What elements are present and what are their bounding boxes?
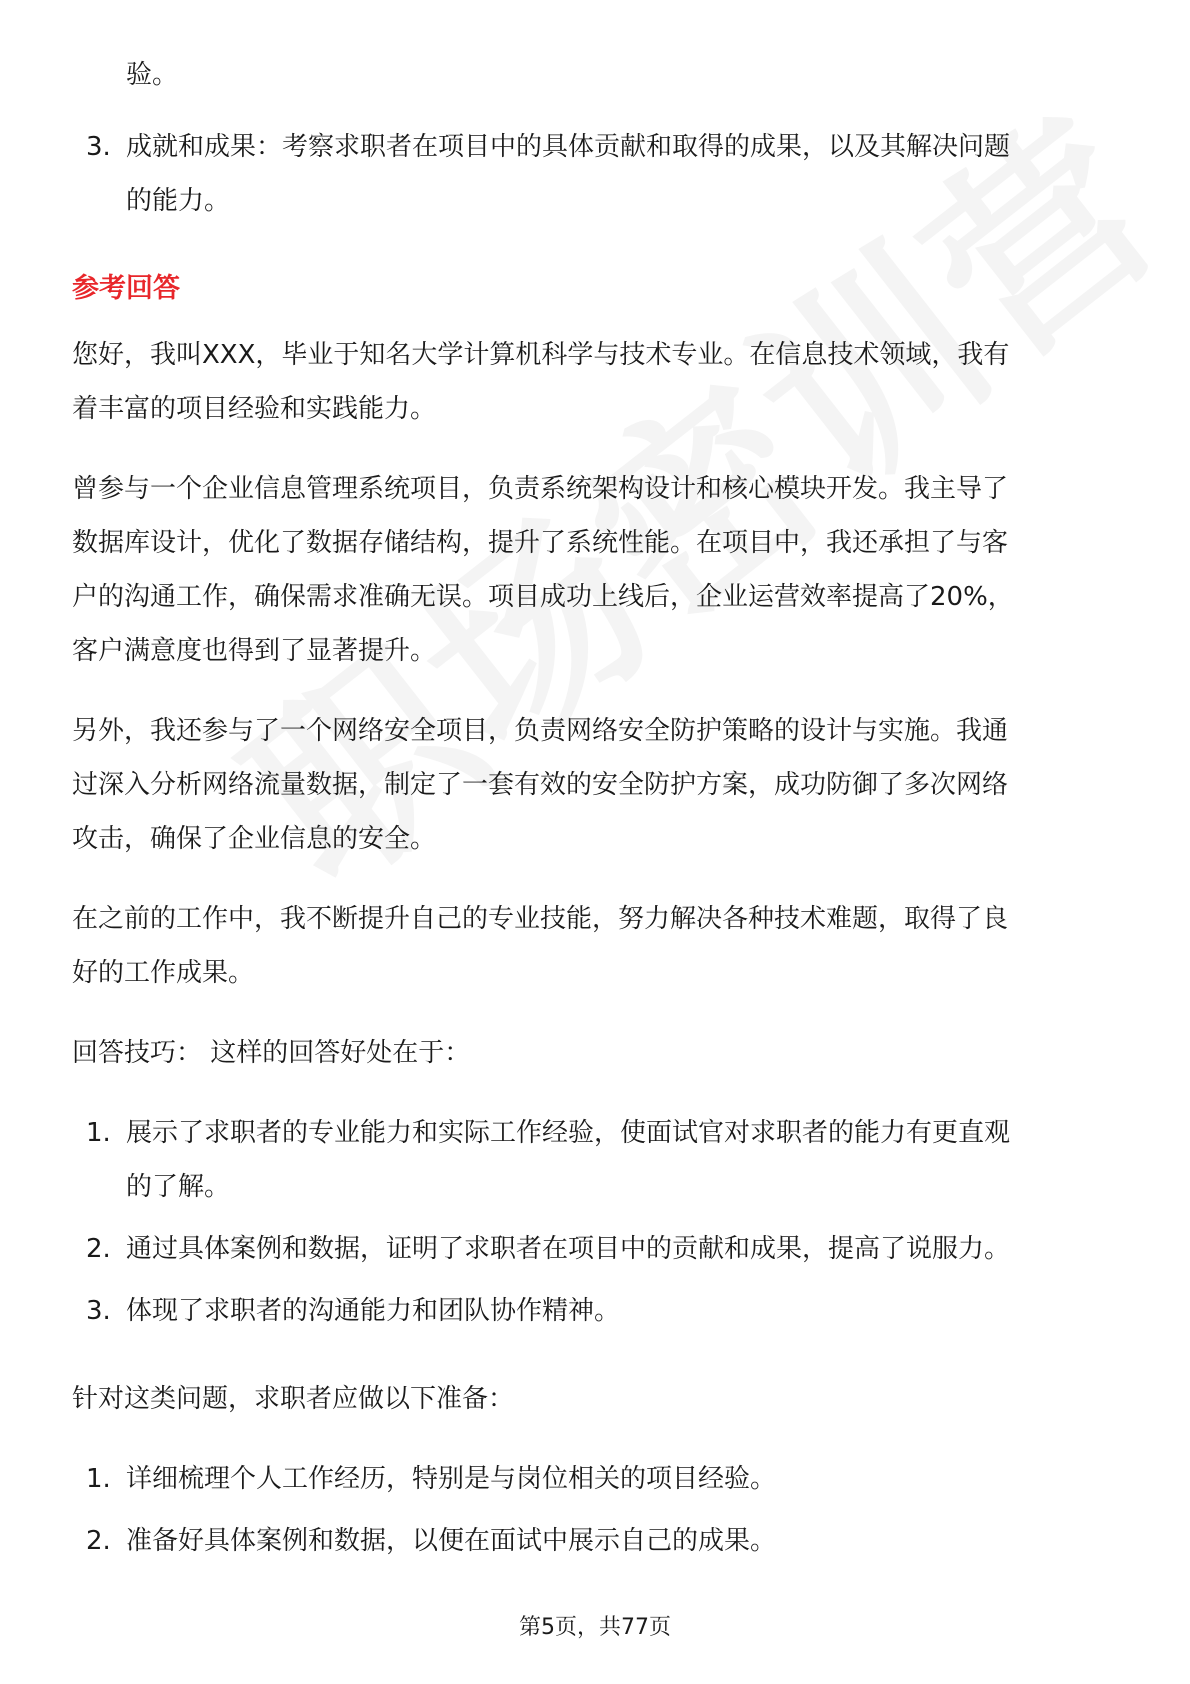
page-footer: 第5页，共77页 (519, 1615, 671, 1640)
paragraph-line: 另外，我还参与了一个网络安全项目，负责网络安全防护策略的设计与实施。我通 (72, 716, 1009, 746)
list-item (72, 1514, 1122, 1568)
answer-paragraph (72, 892, 1122, 1000)
list-number: 1. (86, 1118, 111, 1148)
criteria-list (72, 120, 1122, 228)
paragraph-line: 过深入分析网络流量数据，制定了一套有效的安全防护方案，成功防御了多次网络 (72, 770, 1009, 800)
tips-intro: 回答技巧： 这样的回答好处在于： (72, 1038, 471, 1068)
list-item (72, 1284, 1122, 1338)
continuation-text: 验。 (126, 60, 179, 90)
paragraph-line: 户的沟通工作，确保需求准确无误。项目成功上线后，企业运营效率提高了20%， (72, 582, 1014, 612)
list-item (72, 1452, 1122, 1506)
paragraph-line: 在之前的工作中，我不断提升自己的专业技能，努力解决各种技术难题，取得了良 (72, 904, 1009, 934)
prep-intro: 针对这类问题，求职者应做以下准备： (72, 1384, 515, 1414)
paragraph-line: 好的工作成果。 (72, 958, 255, 988)
list-number: 2. (86, 1526, 111, 1556)
section-heading: 参考回答 (72, 273, 180, 304)
paragraph-line: 数据库设计，优化了数据存储结构，提升了系统性能。在项目中，我还承担了与客 (72, 528, 1009, 558)
list-item-text: 通过具体案例和数据，证明了求职者在项目中的贡献和成果，提高了说服力。 (126, 1234, 1011, 1264)
list-item (72, 120, 1122, 174)
list-item-continuation: 的能力。 (126, 186, 231, 216)
answer-paragraph (72, 328, 1122, 436)
list-item-text: 展示了求职者的专业能力和实际工作经验，使面试官对求职者的能力有更直观 (126, 1118, 1011, 1148)
list-item-text: 详细梳理个人工作经历，特别是与岗位相关的项目经验。 (126, 1464, 777, 1494)
list-number: 3. (86, 132, 111, 162)
list-number: 1. (86, 1464, 111, 1494)
paragraph-line: 客户满意度也得到了显著提升。 (72, 636, 437, 666)
paragraph-line: 您好，我叫XXX，毕业于知名大学计算机科学与技术专业。在信息技术领域，我有 (72, 340, 1010, 370)
paragraph-line: 曾参与一个企业信息管理系统项目，负责系统架构设计和核心模块开发。我主导了 (72, 474, 1009, 504)
paragraph-line: 攻击，确保了企业信息的安全。 (72, 824, 437, 854)
list-item-text: 成就和成果：考察求职者在项目中的具体贡献和取得的成果，以及其解决问题 (126, 132, 1011, 162)
tips-list (72, 1106, 1122, 1338)
list-item-text: 准备好具体案例和数据，以便在面试中展示自己的成果。 (126, 1526, 777, 1556)
list-number: 2. (86, 1234, 111, 1264)
list-item (72, 1106, 1122, 1160)
paragraph-line: 着丰富的项目经验和实践能力。 (72, 394, 437, 424)
list-number: 3. (86, 1296, 111, 1326)
answer-paragraph (72, 462, 1122, 678)
prep-list (72, 1452, 1122, 1568)
answer-paragraph (72, 704, 1122, 866)
list-item-continuation: 的了解。 (126, 1172, 231, 1202)
page-content (72, 48, 1122, 1576)
list-item (72, 1222, 1122, 1276)
list-item-text: 体现了求职者的沟通能力和团队协作精神。 (126, 1296, 621, 1326)
